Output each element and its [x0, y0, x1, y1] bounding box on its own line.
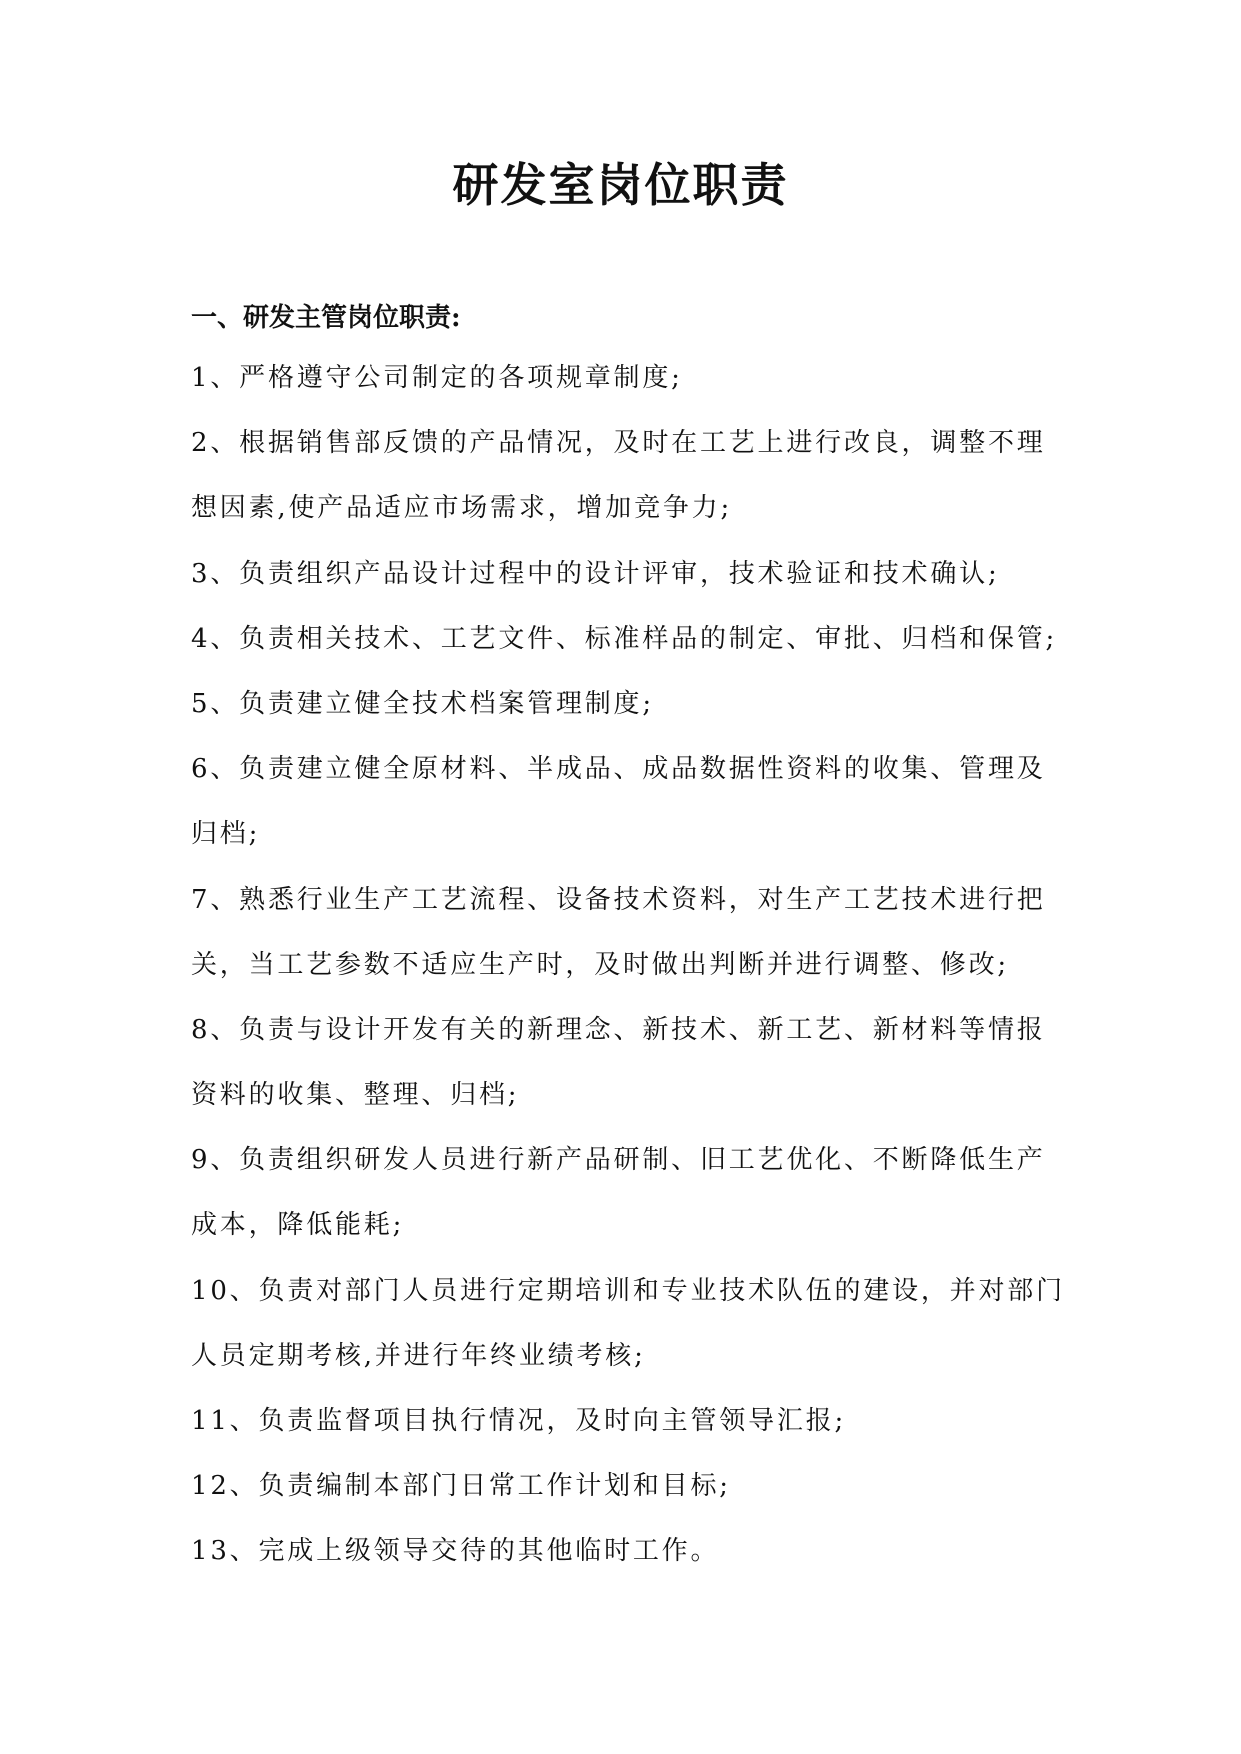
document-title: 研发室岗位职责	[452, 158, 789, 212]
duty-line: 6、负责建立健全原材料、半成品、成品数据性资料的收集、管理及	[191, 754, 1046, 785]
duty-list	[191, 346, 1065, 1585]
duty-line: 12、负责编制本部门日常工作计划和目标;	[191, 1471, 731, 1502]
duty-line: 13、完成上级领导交待的其他临时工作。	[191, 1536, 720, 1567]
duty-line: 7、熟悉行业生产工艺流程、设备技术资料，对生产工艺技术进行把	[191, 884, 1046, 915]
duty-line: 人员定期考核,并进行年终业绩考核;	[191, 1340, 646, 1371]
duty-line: 2、根据销售部反馈的产品情况，及时在工艺上进行改良，调整不理	[191, 428, 1046, 459]
section-heading: 一、研发主管岗位职责:	[191, 303, 461, 333]
duty-line: 1、严格遵守公司制定的各项规章制度;	[191, 363, 683, 393]
duty-line: 成本，降低能耗;	[191, 1210, 405, 1241]
duty-line: 10、负责对部门人员进行定期培训和专业技术队伍的建设，并对部门	[191, 1275, 1065, 1306]
duty-line: 关，当工艺参数不适应生产时，及时做出判断并进行调整、修改;	[191, 949, 1009, 980]
duty-line: 8、负责与设计开发有关的新理念、新技术、新工艺、新材料等情报	[191, 1014, 1046, 1045]
duty-line: 归档;	[191, 819, 261, 850]
duty-line: 9、负责组织研发人员进行新产品研制、旧工艺优化、不断降低生产	[191, 1145, 1046, 1176]
duty-line: 11、负责监督项目执行情况，及时向主管领导汇报;	[191, 1406, 847, 1436]
duty-line: 4、负责相关技术、工艺文件、标准样品的制定、审批、归档和保管;	[191, 623, 1058, 654]
duty-line: 3、负责组织产品设计过程中的设计评审，技术验证和技术确认;	[191, 558, 1000, 589]
duty-line: 5、负责建立健全技术档案管理制度;	[191, 688, 654, 719]
duty-line: 想因素,使产品适应市场需求，增加竞争力;	[191, 493, 733, 524]
duty-line: 资料的收集、整理、归档;	[191, 1080, 520, 1111]
